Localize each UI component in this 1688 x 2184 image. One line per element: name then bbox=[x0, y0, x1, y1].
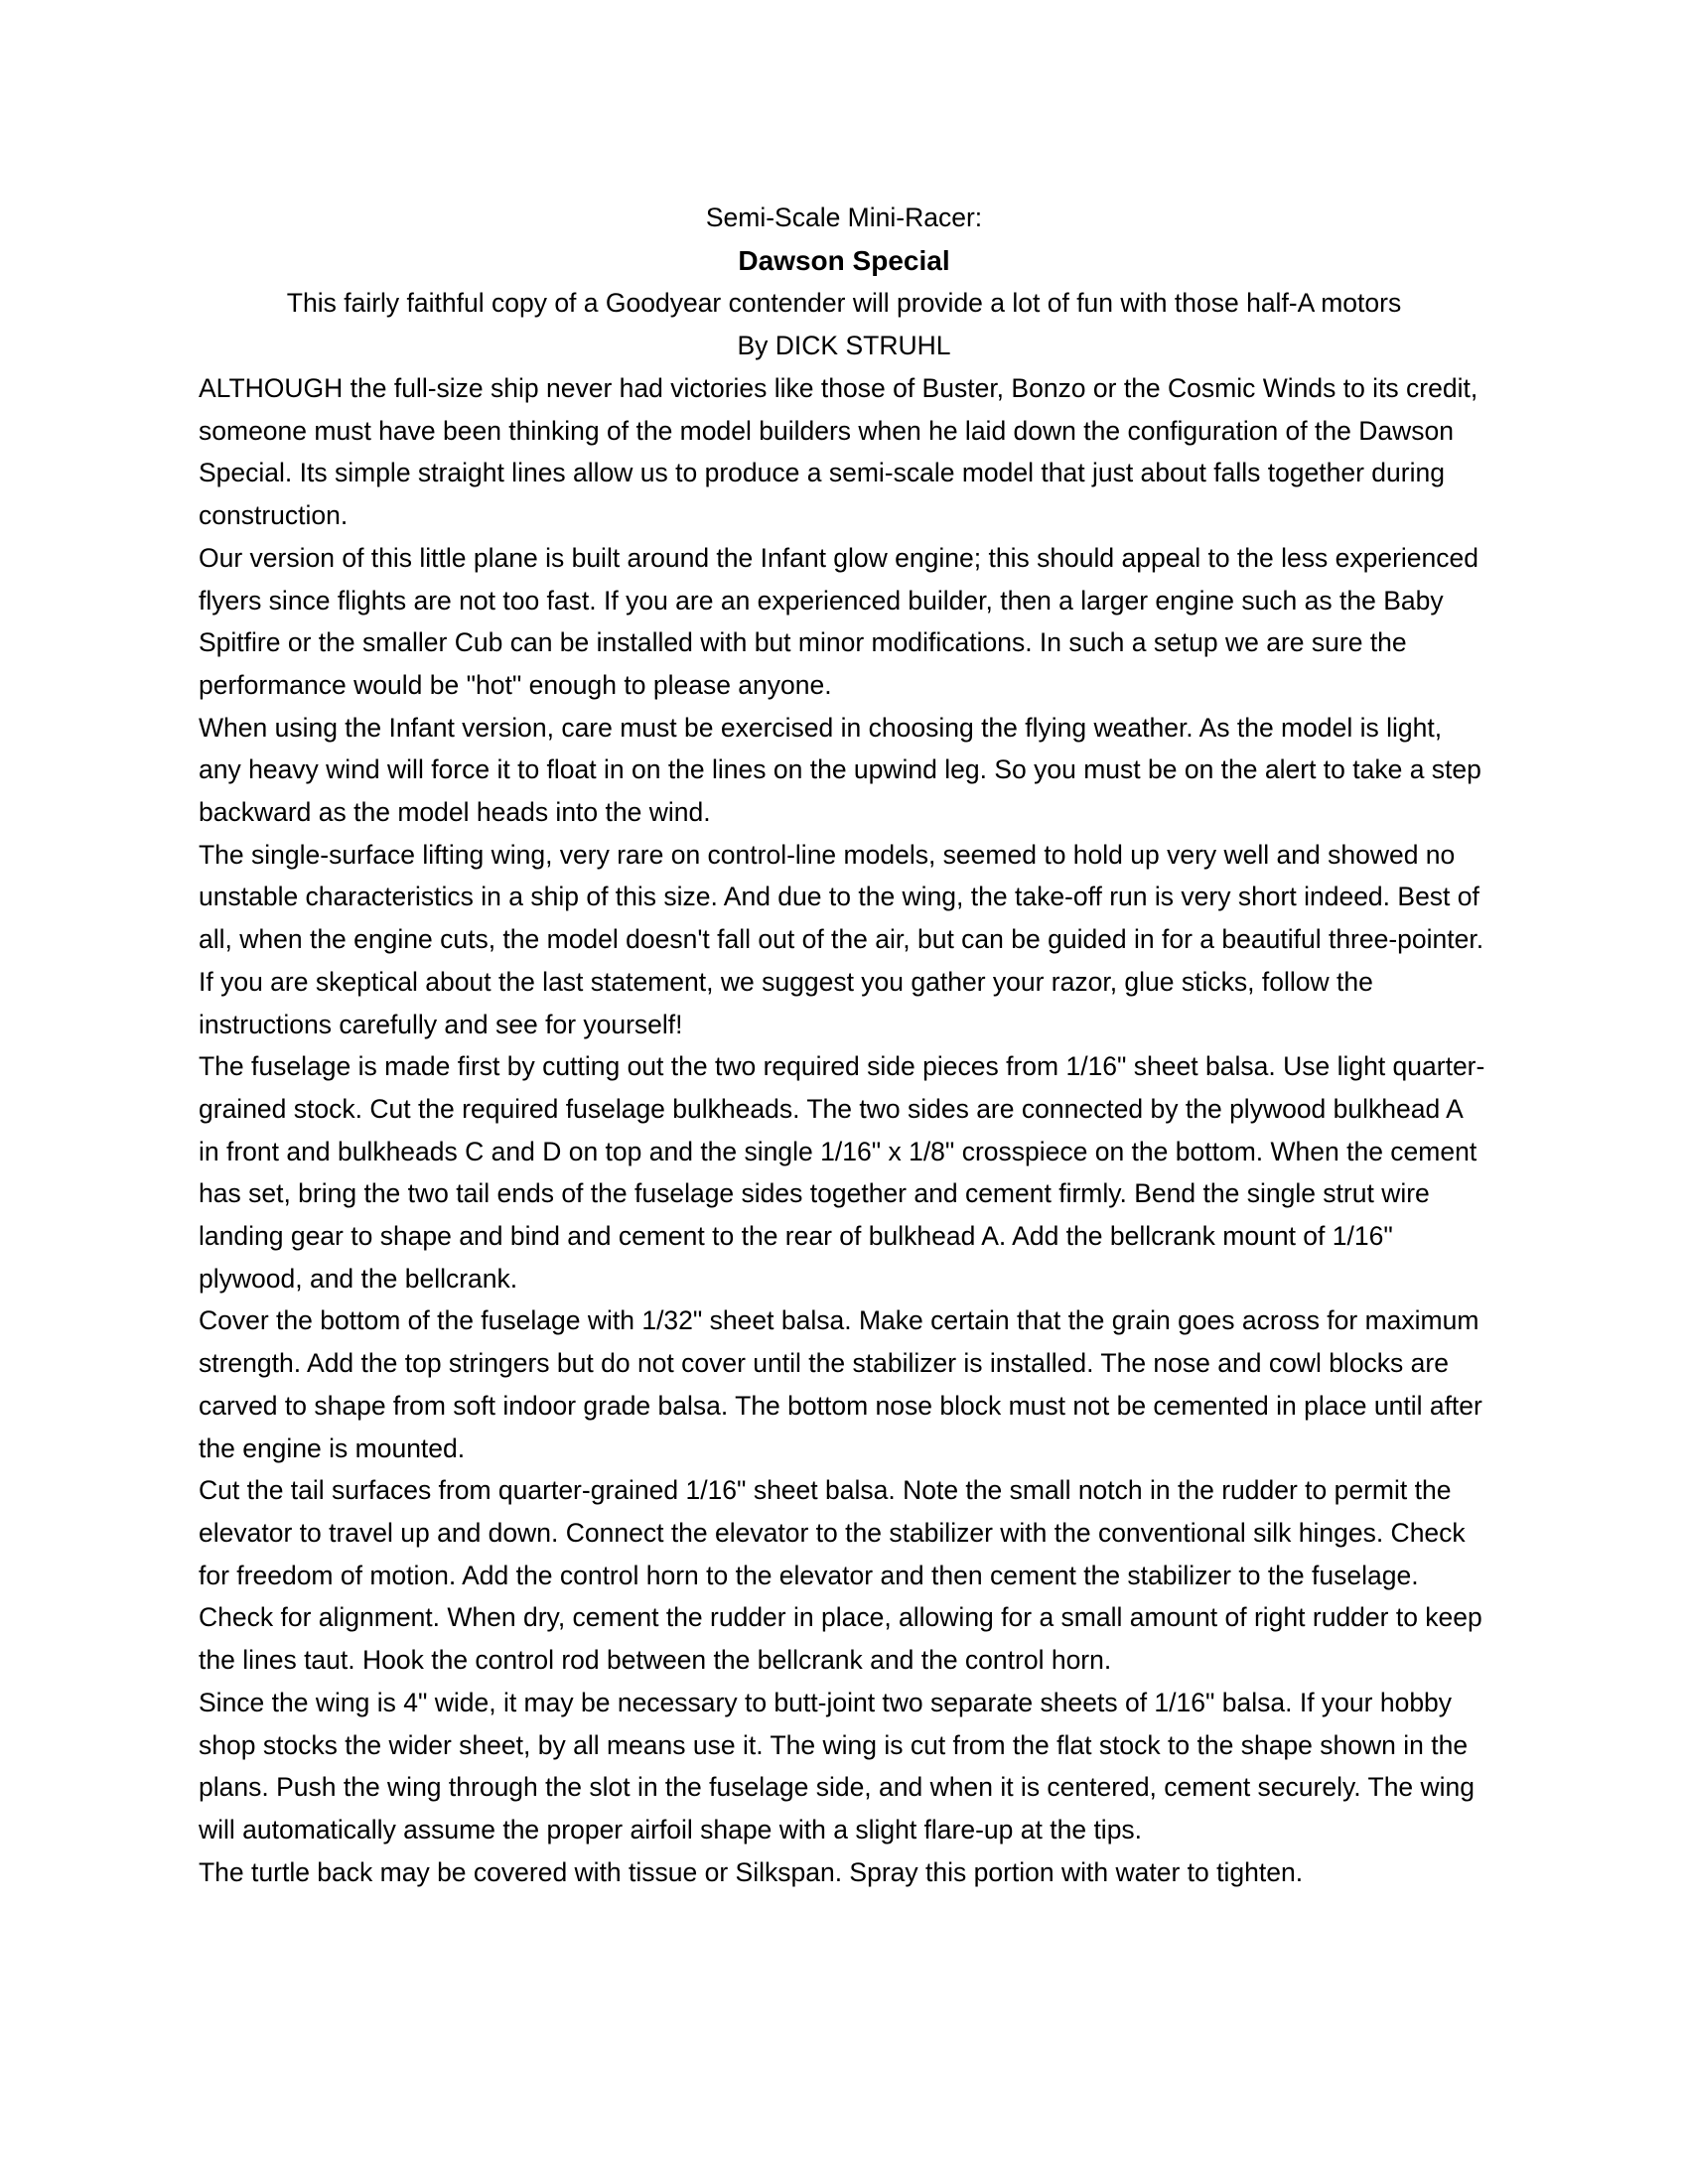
paragraph-turtle-back: The turtle back may be covered with tissue or Silkspan. Spray this portion with water to tighten. bbox=[199, 1856, 1304, 1887]
paragraph-weather: When using the Infant version, care must be exercised in choosing the flying weather. As the model is light, any heavy wind will force it to float in on the lines on the upwind leg. So you must be on the alert to take a step backward as the model heads into the wind. bbox=[199, 712, 1481, 828]
paragraph-wing-construction: Since the wing is 4" wide, it may be necessary to butt-joint two separate sheets of 1/16" balsa. If your hobby shop stocks the wider sheet, by all means use it. The wing is cut from the flat stock to the shape shown in the plans. Push the wing through the slot in the fuselage side, and when it is centered, cement securely. The wing will automatically assume the proper airfoil shape with a slight flare-up at the tips. bbox=[199, 1687, 1476, 1844]
paragraph-intro: ALTHOUGH the full-size ship never had victories like those of Buster, Bonzo or the Cosmic Winds to its credit, someone must have been thinking of the model builders when he laid down the configuration of the Dawson Special. Its simple straight lines allow us to produce a semi-scale model that just about falls together during construction. bbox=[199, 373, 1478, 531]
paragraph-engine: Our version of this little plane is built around the Infant glow engine; this should appeal to the less experienced flyers since flights are not too fast. If you are an experienced builder, then a larger engine such as the Baby Spitfire or the smaller Cub can be installed with but minor modifications. In such a setup we are sure the performance would be "hot" enough to please anyone. bbox=[199, 542, 1478, 700]
article-subtitle: This fairly faithful copy of a Goodyear contender will provide a lot of fun with those half-A motors bbox=[286, 288, 1402, 318]
paragraph-tail-surfaces: Cut the tail surfaces from quarter-grained 1/16" sheet balsa. Note the small notch in the rudder to permit the elevator to travel up and down. Connect the elevator to the stabilizer with the conventional silk hinges. Check for freedom of motion. Add the control horn to the elevator and then cement the stabilizer to the fuselage. Check for alignment. When dry, cement the rudder in place, allowing for a small amount of right rudder to keep the lines taut. Hook the control rod between the bellcrank and the control horn. bbox=[199, 1475, 1482, 1676]
paragraph-wing-performance: The single-surface lifting wing, very rare on control-line models, seemed to hold up very well and showed no unstable characteristics in a ship of this size. And due to the wing, the take-off run is very short indeed. Best of all, when the engine cuts, the model doesn't fall out of the air, but can be guided in for a beautiful three-pointer. If you are skeptical about the last statement, we suggest you gather your razor, glue sticks, follow the instructions carefully and see for yourself! bbox=[199, 839, 1484, 1039]
article-title: Dawson Special bbox=[738, 245, 950, 276]
document-page bbox=[199, 197, 1489, 1893]
paragraph-fuselage: The fuselage is made first by cutting out the two required side pieces from 1/16" sheet balsa. Use light quarter-grained stock. Cut the required fuselage bulkheads. The two sides are connected by the plywood bulkhead A in front and bulkheads C and D on top and the single 1/16" x 1/8" crosspiece on the bottom. When the cement has set, bring the two tail ends of the fuselage sides together and cement firmly. Bend the single strut wire landing gear to shape and bind and cement to the rear of bulkhead A. Add the bellcrank mount of 1/16" plywood, and the bellcrank. bbox=[199, 1051, 1485, 1294]
article-body bbox=[199, 367, 1489, 1893]
article-byline: By DICK STRUHL bbox=[737, 331, 951, 360]
article-kicker: Semi-Scale Mini-Racer: bbox=[705, 203, 983, 232]
paragraph-covering: Cover the bottom of the fuselage with 1/32" sheet balsa. Make certain that the grain goes across for maximum strength. Add the top stringers but do not cover until the stabilizer is installed. The nose and cowl blocks are carved to shape from soft indoor grade balsa. The bottom nose block must not be cemented in place until after the engine is mounted. bbox=[199, 1305, 1482, 1463]
